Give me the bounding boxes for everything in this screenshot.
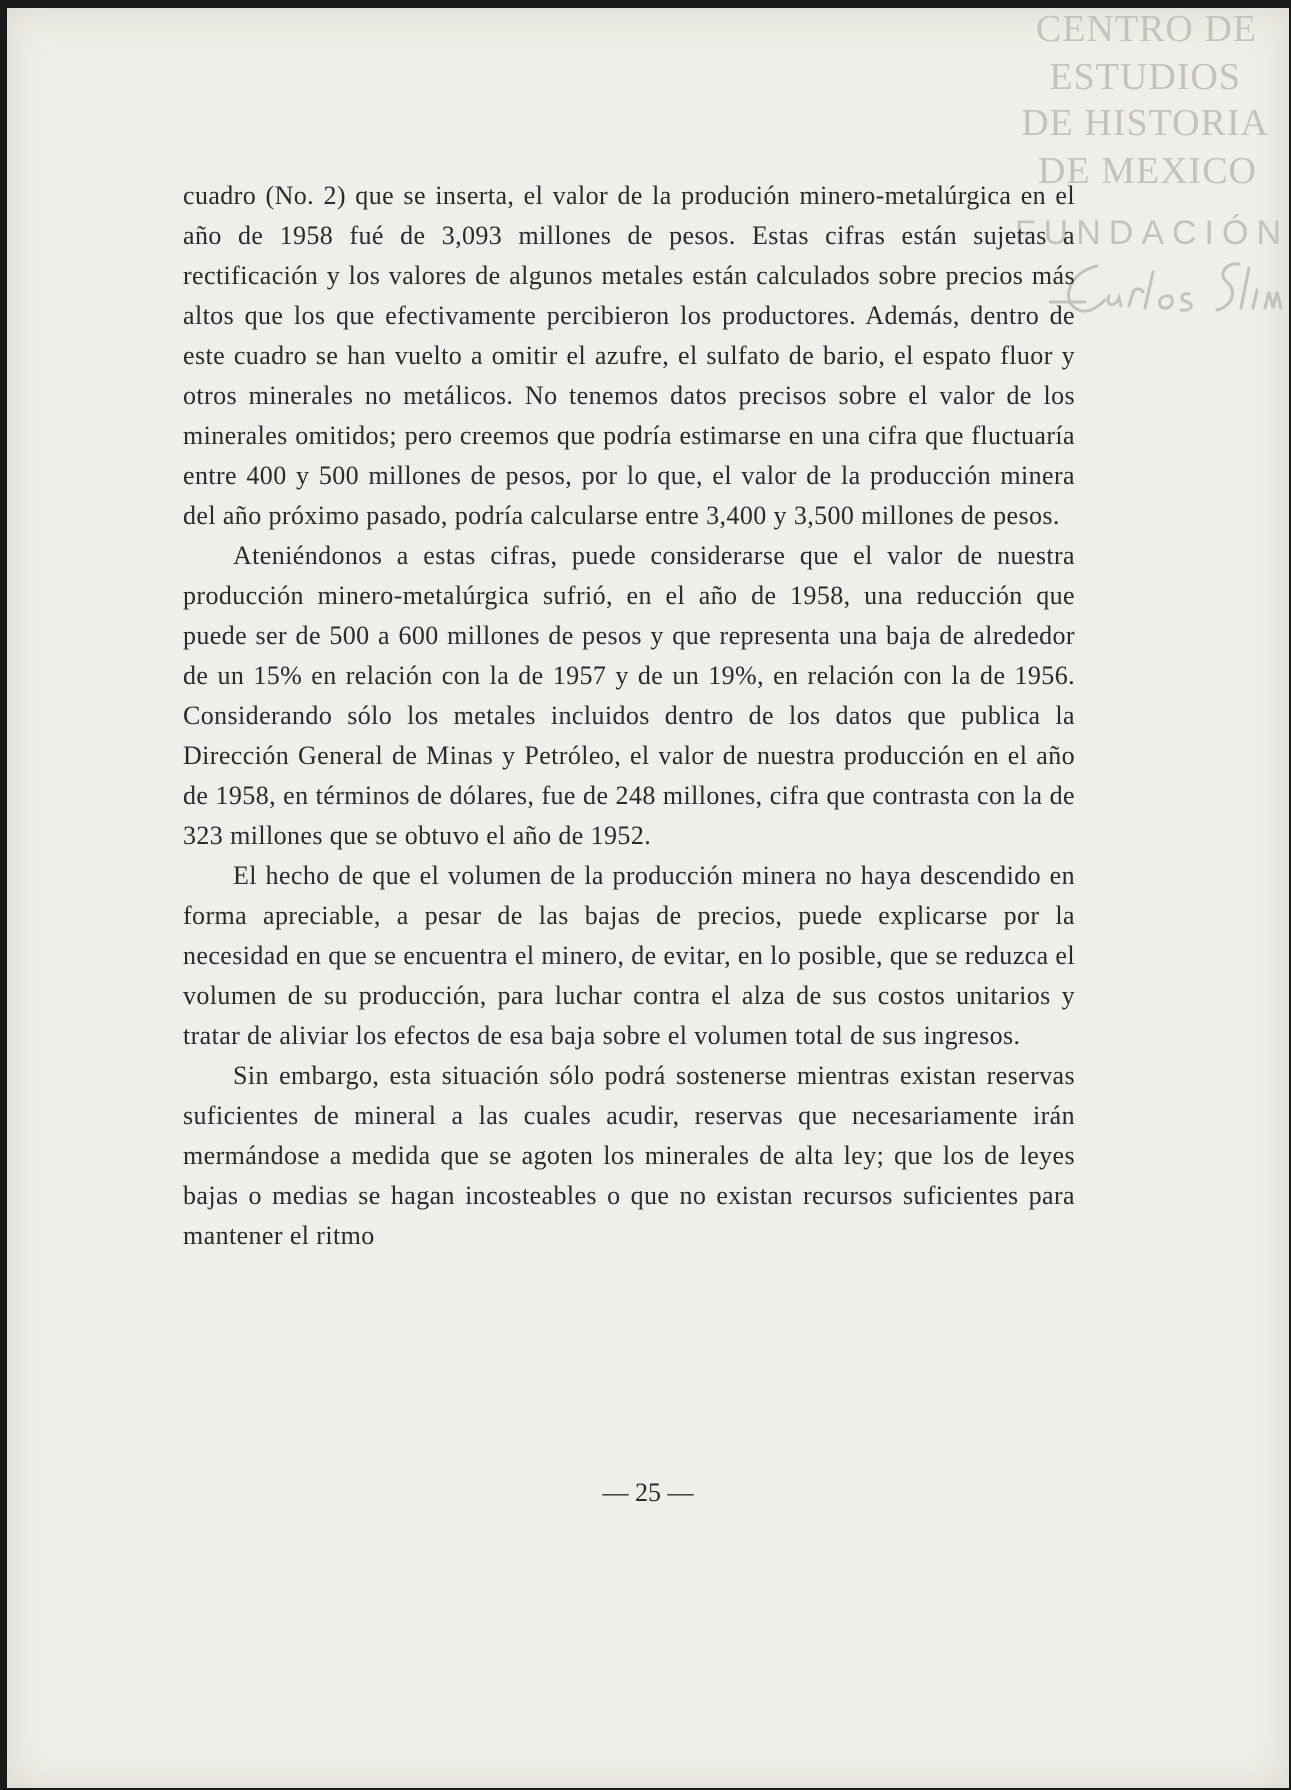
page-number: — 25 — xyxy=(602,1478,694,1507)
watermark-line-1: CENTRO DE xyxy=(1035,8,1257,50)
paragraph-4: Sin embargo, esta situación sólo podrá sostenerse mientras existan reservas suficientes de mineral a las cuales acudir, reservas que necesariamente irán mermándose a medida que se agoten los minerales de alta ley; que los de leyes bajas o medias se hagan incosteables o que no existan recursos suficientes para mantener el ritmo xyxy=(183,1061,1075,1250)
paragraph-1: cuadro (No. 2) que se inserta, el valor de la produción minero-metalúrgica en el año de 1958 fué de 3,093 millones de pesos. Estas cifras están sujetas a rectificación y los valores de algunos metales están calculados sobre precios más altos que los que efectivamente percibieron los productores. Además, dentro de este cuadro se han vuelto a omitir el azufre, el sulfato de bario, el espato fluor y otros minerales no metálicos. No tenemos datos precisos sobre el valor de los minerales omitidos; pero creemos que podría estimarse en una cifra que fluctuaría entre 400 y 500 millones de pesos, por lo que, el valor de la producción minera del año próximo pasado, podría calcularse entre 3,400 y 3,500 millones de pesos. xyxy=(183,181,1075,530)
watermark-line-3: DE HISTORIA xyxy=(1021,102,1269,144)
paragraph-2: Ateniéndonos a estas cifras, puede considerarse que el valor de nuestra producción minero-metalúrgica sufrió, en el año de 1958, una reducción que puede ser de 500 a 600 millones de pesos y que representa una baja de alrededor de un 15% en relación con la de 1957 y de un 19%, en relación con la de 1956. Considerando sólo los metales incluidos dentro de los datos que publica la Dirección General de Minas y Petróleo, el valor de nuestra producción en el año de 1958, en términos de dólares, fue de 248 millones, cifra que contrasta con la de 323 millones que se obtuvo el año de 1952. xyxy=(183,541,1075,850)
watermark-line-4: DE MEXICO xyxy=(1037,150,1257,192)
watermark-signature-icon xyxy=(1049,252,1289,332)
paragraph-3: El hecho de que el volumen de la producción minera no haya descendido en forma apreciable, a pesar de las bajas de precios, puede explicarse por la necesidad en que se encuentra el minero, de evitar, en lo posible, que se reduzca el volumen de su producción, para luchar contra el alza de sus costos unitarios y tratar de aliviar los efectos de esa baja sobre el volumen total de sus ingresos. xyxy=(183,861,1075,1050)
body-text xyxy=(183,176,1075,1256)
watermark-line-2: ESTUDIOS xyxy=(1049,56,1241,98)
watermark-foundation: FUNDACIÓN xyxy=(1014,214,1289,252)
document-page xyxy=(7,8,1289,1788)
